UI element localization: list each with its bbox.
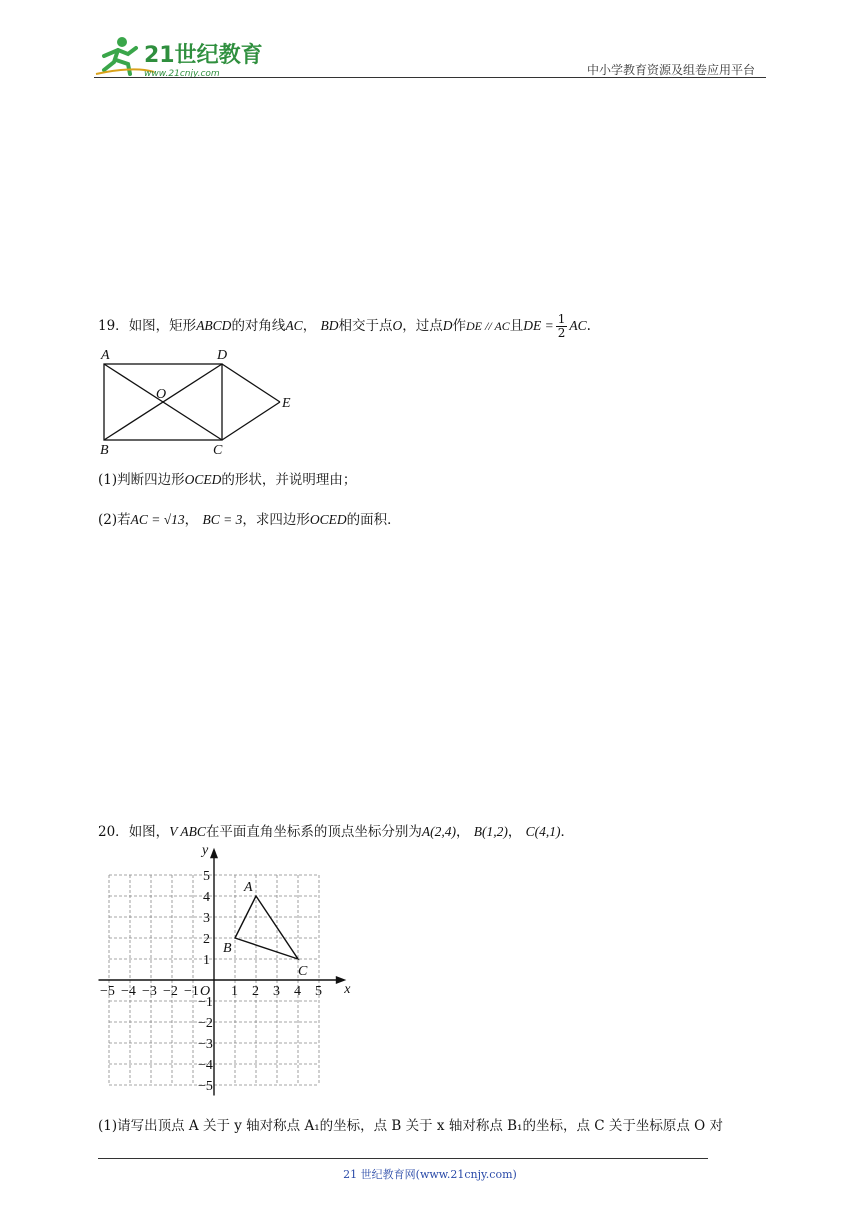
y-tick-label: 4 (203, 890, 210, 905)
x-tick-label: 4 (294, 984, 301, 999)
origin-label: O (200, 984, 211, 999)
point-label-B: B (223, 941, 232, 956)
label-E: E (282, 396, 291, 411)
y-tick-label: 1 (203, 953, 210, 968)
footer-divider (98, 1158, 708, 1159)
x-tick-label: 5 (315, 984, 322, 999)
x-tick-label: 2 (252, 984, 259, 999)
y-tick-label: −3 (198, 1037, 213, 1052)
y-tick-label: 5 (203, 869, 210, 884)
x-tick-label: 3 (273, 984, 280, 999)
point-label-A: A (244, 880, 253, 895)
question-19-part-1: (1)判断四边形OCED的形状，并说明理由； (98, 472, 357, 488)
label-A: A (101, 348, 110, 363)
y-tick-label: −4 (198, 1058, 213, 1073)
label-C: C (213, 443, 223, 458)
question-19-part-2: (2)若AC = √13， BC = 3，求四边形OCED的面积． (98, 512, 401, 528)
fraction-one-half: $\frac{1}{2}$ (557, 312, 566, 340)
logo-graphic (94, 32, 264, 82)
y-axis-label: y (202, 842, 209, 858)
x-tick-label: −4 (121, 984, 136, 999)
y-tick-label: 3 (203, 911, 210, 926)
svg-text:21世纪教育: 21世纪教育 (144, 43, 263, 68)
question-20-part-1: (1)请写出顶点 A 关于 y 轴对称点 A₁的坐标，点 B 关于 x 轴对称点 B₁的坐标，点 C 关于坐标原点 O 对 (98, 1118, 724, 1134)
label-D: D (217, 348, 228, 363)
y-tick-label: −1 (198, 995, 213, 1010)
y-tick-label: −5 (198, 1079, 213, 1094)
header-platform-text: 中小学教育资源及组卷应用平台 (586, 63, 755, 77)
x-axis-label: x (344, 982, 351, 997)
y-tick-label: 2 (203, 932, 210, 947)
header-divider (94, 77, 766, 78)
logo (94, 32, 264, 82)
point-label-C: C (298, 964, 308, 979)
x-tick-label: 1 (231, 984, 238, 999)
coordinate-grid-figure (96, 842, 351, 1094)
x-tick-label: −3 (142, 984, 157, 999)
label-B: B (100, 443, 109, 458)
triangle-ABC (235, 896, 298, 959)
footer-text: 21 世纪教育网(www.21cnjy.com) (343, 1168, 517, 1181)
x-tick-label: −5 (100, 984, 115, 999)
y-tick-label: −2 (198, 1016, 213, 1031)
x-tick-label: −2 (163, 984, 178, 999)
question-20-stem: 20．如图，V ABC在平面直角坐标系的顶点坐标分别为A(2,4)， B(1,2)， C(4,1)． (98, 824, 575, 840)
x-tick-label: −1 (184, 984, 199, 999)
question-19-stem: 19．如图，矩形ABCD的对角线AC， BD相交于点O，过点D作DE // AC且DE = $\frac{1}{2}$ AC. (98, 312, 591, 340)
rectangle-figure (98, 344, 298, 456)
y-axis-arrow (210, 848, 218, 859)
svg-text:www.21cnjy.com: www.21cnjy.com (144, 69, 220, 79)
label-O: O (156, 387, 167, 402)
